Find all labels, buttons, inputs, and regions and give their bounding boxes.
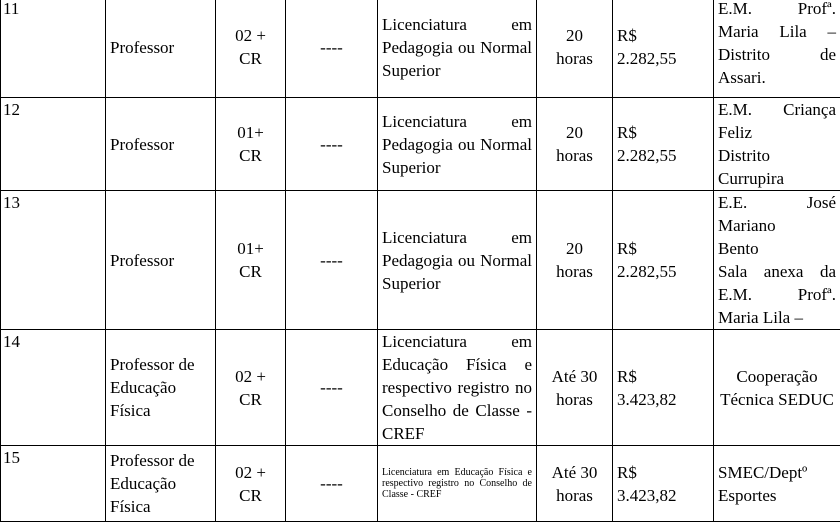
vacancies-cell: 02 + CR xyxy=(216,0,286,98)
vacancies-cell: 01+ CR xyxy=(216,191,286,330)
position-cell: Professor xyxy=(106,191,216,330)
position-cell: Professor de Educação Física xyxy=(106,330,216,446)
requirement-cell: Licenciatura em Pedagogia ou Normal Superior xyxy=(378,191,537,330)
row-number: 12 xyxy=(1,98,106,191)
location-cell: E.M. Criança Feliz Distrito Currupira xyxy=(714,98,840,191)
pcd-vacancies-cell: ---- xyxy=(286,330,378,446)
table-row xyxy=(1,446,840,522)
table-row xyxy=(1,191,840,330)
salary-cell: R$ 2.282,55 xyxy=(613,0,714,98)
requirement-cell: Licenciatura em Pedagogia ou Normal Superior xyxy=(378,0,537,98)
salary-cell: R$ 2.282,55 xyxy=(613,191,714,330)
location-cell: SMEC/Deptº Esportes xyxy=(714,446,840,522)
position-cell: Professor de Educação Física xyxy=(106,446,216,522)
vacancies-cell: 02 + CR xyxy=(216,446,286,522)
pcd-vacancies-cell: ---- xyxy=(286,191,378,330)
workload-cell: 20 horas xyxy=(537,98,613,191)
requirement-cell: Licenciatura em Educação Física e respectivo registro no Conselho de Classe - CREF xyxy=(378,330,537,446)
pcd-vacancies-cell: ---- xyxy=(286,0,378,98)
position-cell: Professor xyxy=(106,0,216,98)
table-row xyxy=(1,330,840,446)
position-cell: Professor xyxy=(106,98,216,191)
row-number: 15 xyxy=(1,446,106,522)
requirement-cell: Licenciatura em Educação Física e respectivo registro no Conselho de Classe - CREF xyxy=(378,446,537,522)
salary-cell: R$ 3.423,82 xyxy=(613,446,714,522)
salary-cell: R$ 2.282,55 xyxy=(613,98,714,191)
row-number: 13 xyxy=(1,191,106,330)
pcd-vacancies-cell: ---- xyxy=(286,446,378,522)
table-row xyxy=(1,98,840,191)
salary-cell: R$ 3.423,82 xyxy=(613,330,714,446)
location-cell: Cooperação Técnica SEDUC xyxy=(714,330,840,446)
workload-cell: Até 30 horas xyxy=(537,446,613,522)
requirement-cell: Licenciatura em Pedagogia ou Normal Superior xyxy=(378,98,537,191)
workload-cell: Até 30 horas xyxy=(537,330,613,446)
row-number: 11 xyxy=(1,0,106,98)
workload-cell: 20 horas xyxy=(537,0,613,98)
vacancies-cell: 02 + CR xyxy=(216,330,286,446)
location-cell: E.E. José Mariano Bento Sala anexa da E.M. Profª. Maria Lila – xyxy=(714,191,840,330)
row-number: 14 xyxy=(1,330,106,446)
location-cell: E.M. Profª. Maria Lila – Distrito de Assari. xyxy=(714,0,840,98)
workload-cell: 20 horas xyxy=(537,191,613,330)
vacancies-cell: 01+ CR xyxy=(216,98,286,191)
table-row xyxy=(1,0,840,98)
pcd-vacancies-cell: ---- xyxy=(286,98,378,191)
